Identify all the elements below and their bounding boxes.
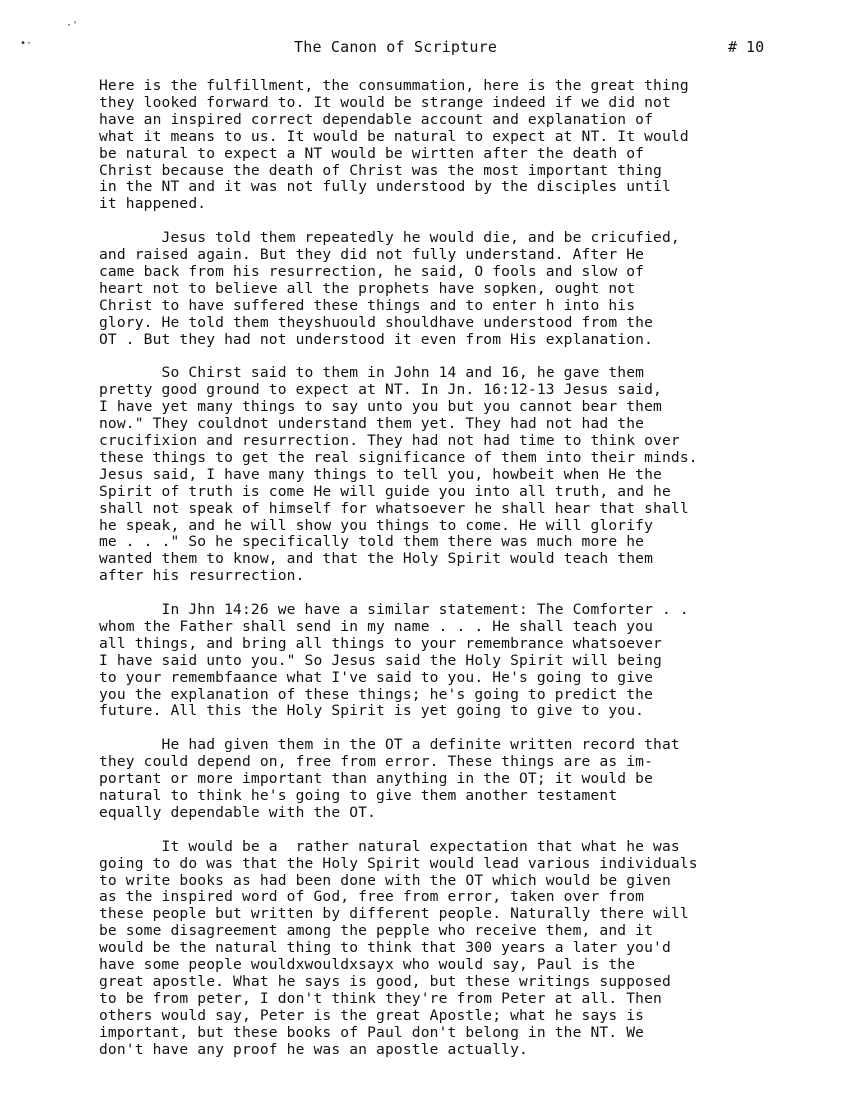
page-number: # 10 (728, 38, 765, 56)
text-line: Christ to have suffered these things and to enter h into his (99, 296, 636, 314)
text-line: Jesus said, I have many things to tell you, howbeit when He the (99, 465, 662, 483)
margin-speck: ·' (66, 20, 79, 31)
text-line: these people but written by different people. Naturally there will (99, 905, 689, 923)
text-line: they could depend on, free from error. These things are as im- (99, 753, 654, 771)
text-line: after his resurrection. (99, 567, 305, 585)
text-line: I have yet many things to say unto you but you cannot bear them (99, 398, 662, 416)
text-line: came back from his resurrection, he said, O fools and slow of (99, 262, 645, 280)
text-line: shall not speak of himself for whatsoever he shall hear that shall (99, 499, 689, 517)
text-line: to be from peter, I don't think they're from Peter at all. Then (99, 989, 662, 1007)
text-line: they looked forward to. It would be strange indeed if we did not (99, 93, 671, 111)
text-line: Spirit of truth is come He will guide you into all truth, and he (99, 482, 671, 500)
text-line: be natural to expect a NT would be wirtten after the death of (99, 144, 645, 162)
text-line: these things to get the real significance of them into their minds. (99, 448, 698, 466)
text-line: don't have any proof he was an apostle actually. (99, 1040, 528, 1058)
text-line: to write books as had been done with the OT which would be given (99, 871, 671, 889)
paragraph (99, 365, 799, 585)
text-line: all things, and bring all things to your remembrance whatsoever (99, 634, 662, 652)
text-line: it happened. (99, 195, 207, 213)
text-line: He had given them in the OT a definite written record that (99, 736, 680, 754)
text-line: and raised again. But they did not fully understand. After He (99, 246, 645, 264)
paragraph (99, 839, 799, 1059)
paragraph (99, 78, 799, 213)
text-line: he speak, and he will show you things to come. He will glorify (99, 516, 654, 534)
document-body (99, 78, 799, 1075)
text-line: going to do was that the Holy Spirit would lead various individuals (99, 854, 698, 872)
text-line: would be the natural thing to think that 300 years a later you'd (99, 939, 671, 957)
text-line: have some people wouldxwouldxsayx who would say, Paul is the (99, 956, 636, 974)
page-header (0, 38, 854, 60)
text-line: Jesus told them repeatedly he would die, and be cricufied, (99, 229, 680, 247)
paragraph (99, 602, 799, 720)
text-line: OT . But they had not understood it even from His explanation. (99, 330, 654, 348)
text-line: So Chirst said to them in John 14 and 16, he gave them (99, 364, 645, 382)
text-line: be some disagreement among the pepple who receive them, and it (99, 922, 654, 940)
text-line: natural to think he's going to give them another testament (99, 787, 618, 804)
margin-speck: •· (20, 38, 33, 49)
text-line: Here is the fulfillment, the consummation, here is the great thing (99, 77, 689, 94)
text-line: you the explanation of these things; he's going to predict the (99, 685, 654, 703)
text-line: future. All this the Holy Spirit is yet going to give to you. (99, 702, 645, 720)
text-line: Christ because the death of Christ was the most important thing (99, 161, 662, 179)
text-line: me . . ." So he specifically told them there was much more he (99, 533, 645, 551)
text-line: portant or more important than anything in the OT; it would be (99, 770, 654, 788)
paragraph (99, 737, 799, 822)
text-line: now." They couldnot understand them yet. They had not had the (99, 415, 645, 433)
text-line: pretty good ground to expect at NT. In Jn. 16:12-13 Jesus said, (99, 381, 662, 399)
text-line: as the inspired word of God, free from error, taken over from (99, 888, 645, 906)
text-line: crucifixion and resurrection. They had not had time to think over (99, 432, 680, 449)
text-line: have an inspired correct dependable account and explanation of (99, 110, 654, 128)
text-line: others would say, Peter is the great Apostle; what he says is (99, 1006, 645, 1024)
text-line: glory. He told them theyshuould shouldhave understood from the (99, 313, 654, 331)
text-line: to your remembfaance what I've said to you. He's going to give (99, 668, 654, 686)
text-line: what it means to us. It would be natural to expect at NT. It would (99, 127, 689, 145)
text-line: heart not to believe all the prophets have sopken, ought not (99, 279, 636, 297)
document-title: The Canon of Scripture (294, 38, 498, 56)
text-line: in the NT and it was not fully understood by the disciples until (99, 178, 671, 196)
text-line: equally dependable with the OT. (99, 803, 377, 821)
text-line: wanted them to know, and that the Holy Spirit would teach them (99, 550, 654, 568)
text-line: great apostle. What he says is good, but these writings supposed (99, 972, 671, 990)
text-line: I have said unto you." So Jesus said the Holy Spirit will being (99, 651, 662, 669)
text-line: whom the Father shall send in my name . . . He shall teach you (99, 617, 654, 635)
text-line: important, but these books of Paul don't belong in the NT. We (99, 1023, 645, 1041)
text-line: In Jhn 14:26 we have a similar statement: The Comforter . . (99, 601, 689, 619)
paragraph (99, 230, 799, 348)
text-line: It would be a rather natural expectation that what he was (99, 837, 680, 855)
